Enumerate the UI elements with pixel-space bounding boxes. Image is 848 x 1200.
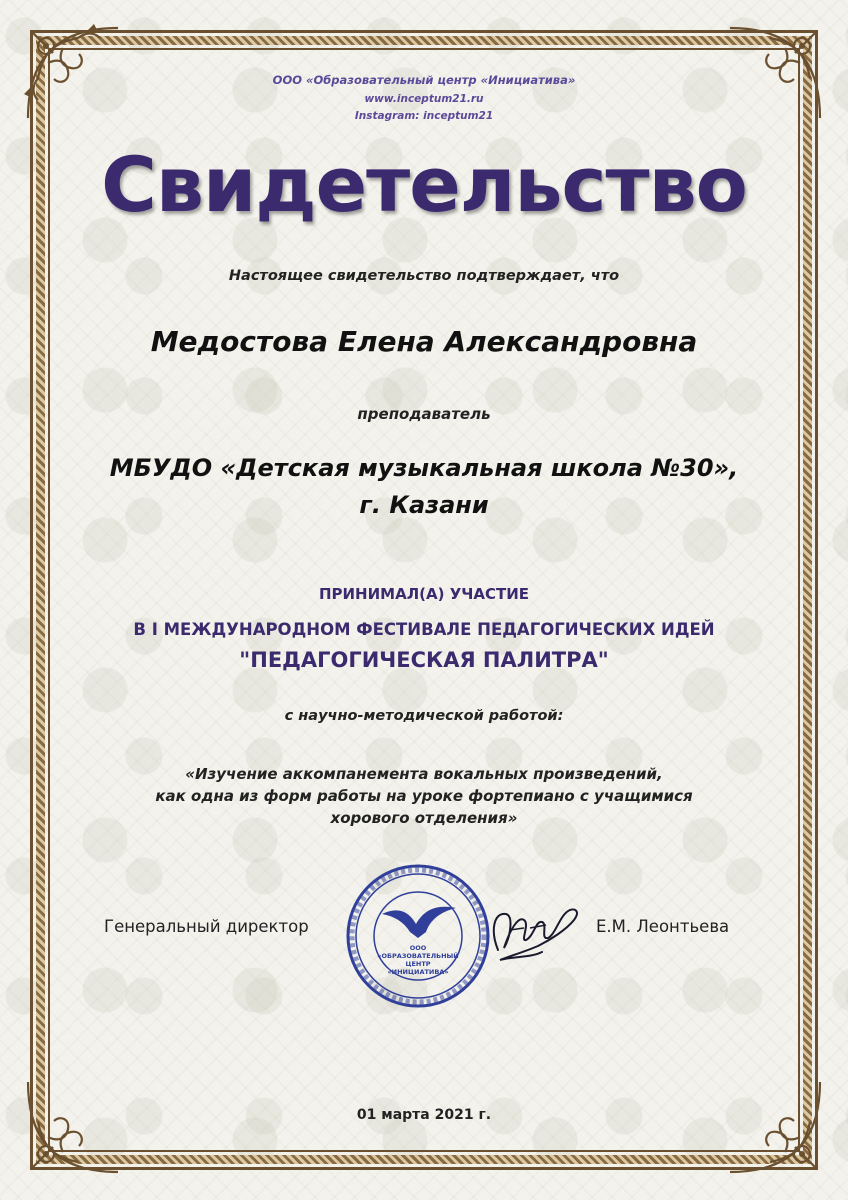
recipient-school: [70, 450, 778, 524]
festival-description: В I МЕЖДУНАРОДНОМ ФЕСТИВАЛЕ ПЕДАГОГИЧЕСКИХ ИДЕЙ: [133, 620, 715, 639]
organization-website: www.inceptum21.ru: [364, 93, 484, 105]
organization-instagram: Instagram: inceptum21: [354, 110, 494, 122]
seal-text-4: «ИНИЦИАТИВА»: [387, 968, 449, 976]
seal-text-3: ЦЕНТР: [405, 960, 431, 968]
signatory-name: Е.М. Леонтьева: [596, 917, 730, 936]
signature-icon: [480, 890, 590, 970]
confirm-text: Настоящее свидетельство подтверждает, что: [228, 268, 620, 284]
seal-bird-icon: [382, 907, 456, 938]
work-title-line-1: «Изучение аккомпанемента вокальных произведений,: [185, 765, 663, 783]
seal-text-1: ООО: [409, 944, 427, 952]
signatory-role: Генеральный директор: [104, 917, 309, 936]
recipient-name: Медостова Елена Александровна: [150, 325, 698, 358]
work-title-line-3: хорового отделения»: [330, 808, 518, 827]
work-label: с научно-методической работой:: [284, 708, 564, 724]
festival-name: "ПЕДАГОГИЧЕСКАЯ ПАЛИТРА": [239, 648, 609, 672]
work-title: [110, 764, 738, 829]
school-line-2: г. Казани: [359, 491, 489, 520]
official-seal-icon: [344, 862, 492, 1010]
work-title-line-2: как одна из форм работы на уроке фортепиано с учащимися: [155, 786, 693, 805]
seal-text-2: «ОБРАЗОВАТЕЛЬНЫЙ: [377, 952, 459, 960]
recipient-position: преподаватель: [357, 405, 491, 423]
organization-name: ООО «Образовательный центр «Инициатива»: [272, 73, 576, 87]
certificate-title: Свидетельство: [101, 140, 747, 229]
participation-status: ПРИНИМАЛ(А) УЧАСТИЕ: [318, 585, 530, 603]
certificate-date: 01 марта 2021 г.: [356, 1107, 492, 1123]
school-line-1: МБУДО «Детская музыкальная школа №30»,: [109, 454, 739, 482]
